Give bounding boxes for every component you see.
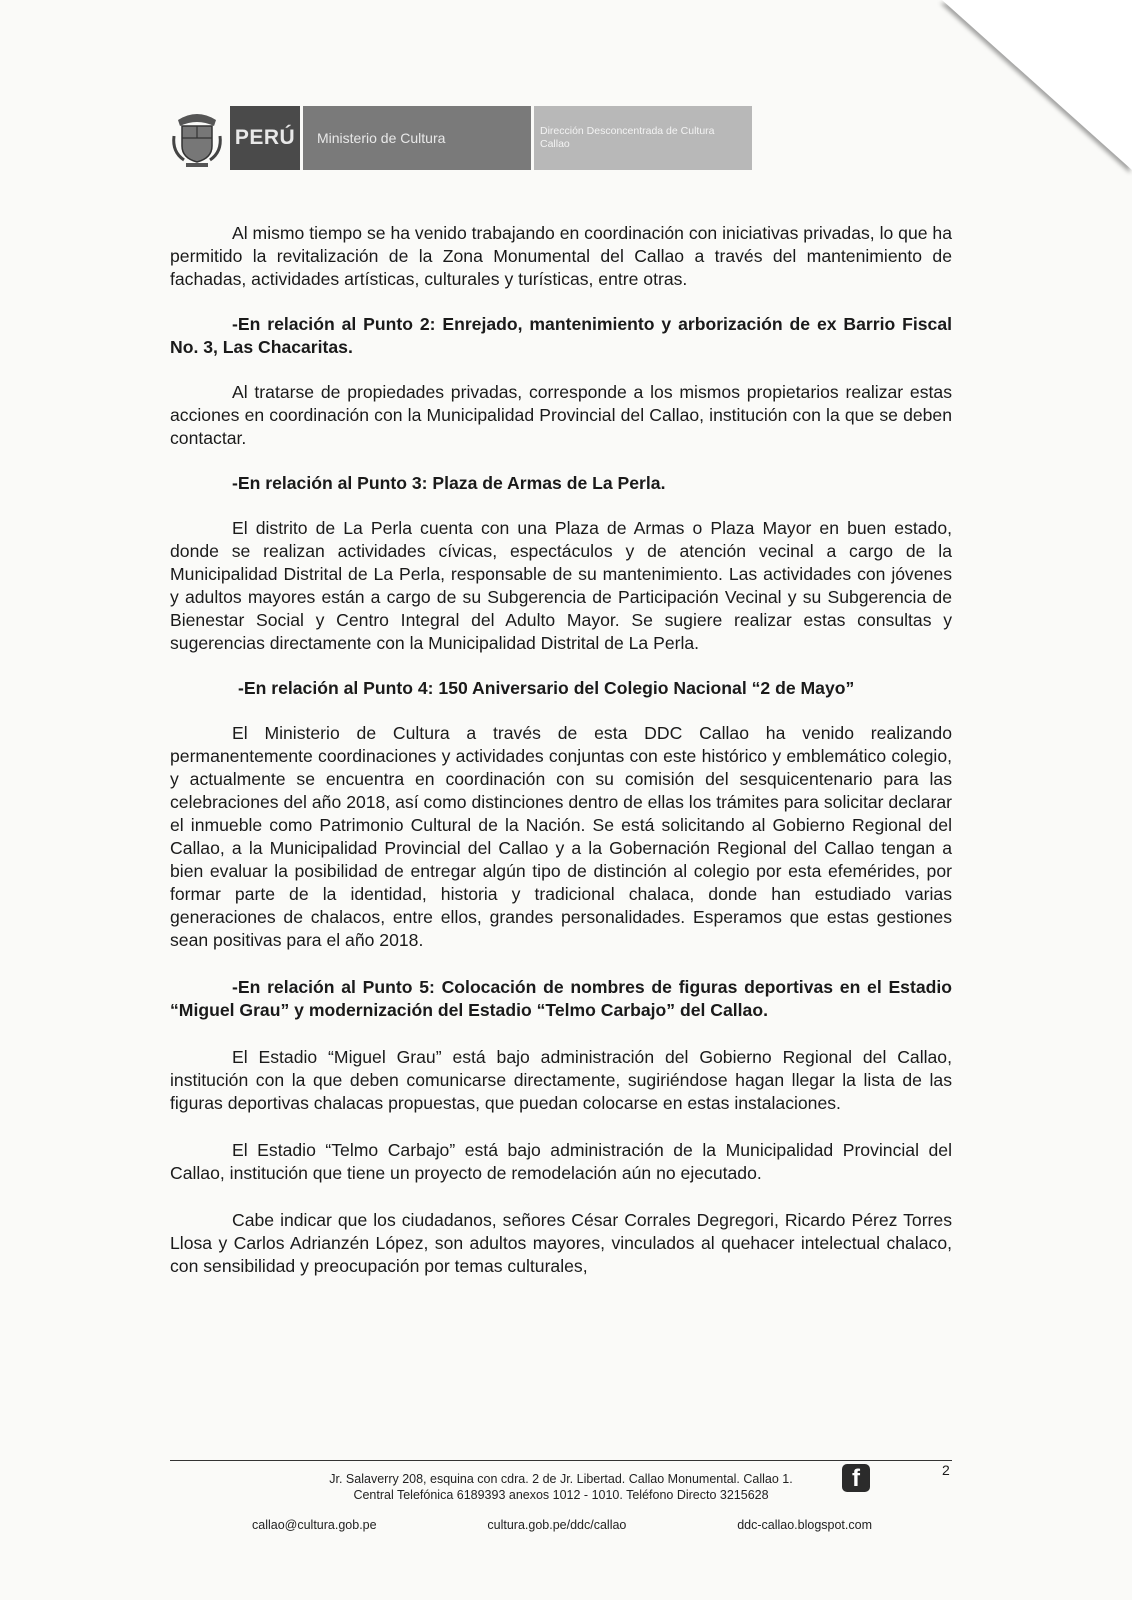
paragraph-miguel-grau: El Estadio “Miguel Grau” está bajo administración del Gobierno Regional del Callao, institución con la que deben comunicarse directamente, sugiriéndose hagan llegar la lista de las figuras deportivas chalacas propuestas, que puedan colocarse en estas instalaciones. [170,1047,952,1113]
footer-email-link[interactable]: callao@cultura.gob.pe [252,1518,377,1532]
footer-divider [170,1460,952,1461]
letter-body [170,222,952,1278]
ministry-brand: Ministerio de Cultura [303,106,531,170]
footer-links [252,1518,872,1533]
directorate-line1: Dirección Desconcentrada de Cultura [540,125,715,137]
page-number: 2 [942,1462,950,1478]
paragraph-punto-2: Al tratarse de propiedades privadas, corresponde a los mismos propietarios realizar estas acciones en coordinación con la Municipalidad Provincial del Callao, institución con la que se deben contactar. [170,382,952,448]
footer-website-link[interactable]: cultura.gob.pe/ddc/callao [487,1518,627,1532]
paragraph-punto-3: El distrito de La Perla cuenta con una Plaza de Armas o Plaza Mayor en buen estado, donde se realizan actividades cívicas, espectáculos y de atención vecinal a cargo de la Municipalidad Distrital de La Perla, responsable de su mantenimiento. Las actividades con jóvenes y adultos mayores están a cargo de su Subgerencia de Participación Vecinal y su Subgerencia de Bienestar Social y Centro Integral del Adulto Mayor. Se sugiere realizar estas consultas y sugerencias directamente con la Municipalidad Distrital de La Perla. [170,518,952,653]
paragraph-ciudadanos: Cabe indicar que los ciudadanos, señores César Corrales Degregori, Ricardo Pérez Torres Llosa y Carlos Adrianzén López, son adultos mayores, vinculados al quehacer intelectual chalaco, con sensibilidad y preocupación por temas culturales, [170,1210,952,1276]
peru-brand: PERÚ [230,106,300,170]
paragraph-coordination: Al mismo tiempo se ha venido trabajando en coordinación con iniciativas privadas, lo que ha permitido la revitalización de la Zona Monumental del Callao a través del mantenimiento de fachadas, actividades artísticas, culturales y turísticas, entre otras. [170,223,952,289]
footer-phones: Central Telefónica 6189393 anexos 1012 - 1010. Teléfono Directo 3215628 [353,1488,769,1502]
paragraph-telmo-carbajo: El Estadio “Telmo Carbajo” está bajo administración de la Municipalidad Provincial del Callao, institución que tiene un proyecto de remodelación aún no ejecutado. [170,1140,952,1183]
letterhead [170,106,752,170]
paragraph-punto-4: El Ministerio de Cultura a través de esta DDC Callao ha venido realizando permanentemente coordinaciones y actividades conjuntas con este histórico y emblemático colegio, y actualmente se encuentra en coordinación con su comisión del sesquicentenario para las celebraciones del año 2018, así como distinciones dentro de ellas los trámites para solicitar declarar el inmueble como Patrimonio Cultural de la Nación. Se está solicitando al Gobierno Regional del Callao, a la Municipalidad Provincial del Callao y a la Gobernación Regional del Callao tengan a bien evaluar la posibilidad de entregar algún tipo de distinción al colegio por esta efemérides, por formar parte de la identidad, historia y tradicional chalaca, donde han estudiado varias generaciones de chalacos, entre ellos, grandes personalidades. Esperamos que estas gestiones sean positivas para el año 2018. [170,723,952,950]
directorate-line2: Callao [540,138,570,150]
directorate-brand [534,106,752,170]
heading-punto-3: -En relación al Punto 3: Plaza de Armas de La Perla. [232,473,666,493]
facebook-icon[interactable]: f [842,1464,870,1492]
heading-punto-5: -En relación al Punto 5: Colocación de nombres de figuras deportivas en el Estadio “Miguel Grau” y modernización del Estadio “Telmo Carbajo” del Callao. [170,977,952,1020]
footer-address: Jr. Salaverry 208, esquina con cdra. 2 de Jr. Libertad. Callao Monumental. Callao 1. [329,1472,793,1486]
footer-blog-link[interactable]: ddc-callao.blogspot.com [737,1518,872,1532]
page-corner-fold [942,0,1132,170]
coat-of-arms-icon [170,106,224,170]
heading-punto-2: -En relación al Punto 2: Enrejado, mantenimiento y arborización de ex Barrio Fiscal No. 3, Las Chacaritas. [170,314,952,357]
heading-punto-4: -En relación al Punto 4: 150 Aniversario del Colegio Nacional “2 de Mayo” [238,678,855,698]
